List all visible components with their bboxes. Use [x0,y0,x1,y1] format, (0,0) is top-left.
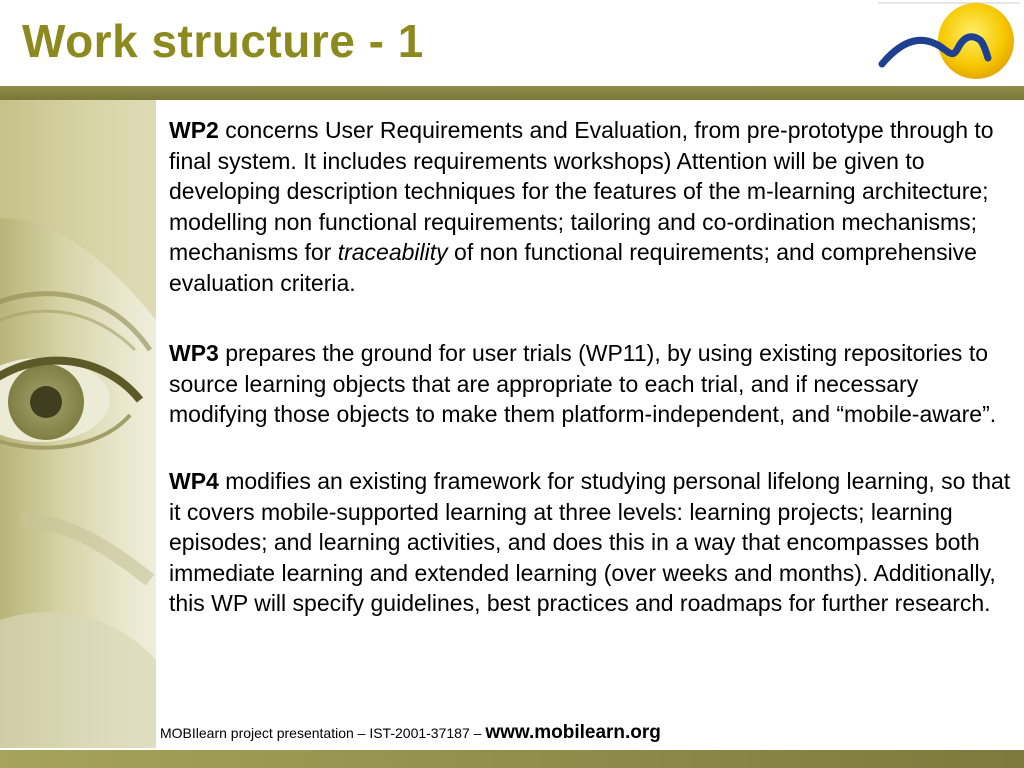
wp3-label: WP3 [169,340,219,366]
sun-wave-logo-icon [876,0,1022,84]
wp2-label: WP2 [169,117,219,143]
eye-photo-graphic [0,100,156,748]
eye-photo [0,100,156,748]
wp4-label: WP4 [169,468,219,494]
footer-text: MOBIlearn project presentation – IST-2001-37187 – [160,725,486,741]
wp3-text: prepares the ground for user trials (WP11), by using existing repositories to source learning objects that are appropriate to each trial, and if necessary modifying those objects to make them platform-independent, and “mobile-aware”. [169,340,997,427]
paragraph-wp2 [169,115,1019,298]
slide-title: Work structure - 1 [22,15,424,67]
header-divider-bar [0,86,1024,100]
wp4-text: modifies an existing framework for studying personal lifelong learning, so that it covers mobile-supported learning at three levels: learning projects; learning episodes; and learning activities, and does this in a way that encompasses both immediate learning and extended learning (over weeks and months). Additionally, this WP will specify guidelines, best practices and roadmaps for further research. [169,468,1011,616]
footer-url-link[interactable]: www.mobilearn.org [485,722,661,743]
paragraph-wp3 [169,338,1019,430]
wp2-text-after: of non functional requirements; and comprehensive evaluation criteria. [169,239,977,296]
wp2-text-before: concerns User Requirements and Evaluation, from pre-prototype through to final system. It includes requirements workshops) Attention will be given to developing description techniques for the features of the m-learning architecture; modelling non functional requirements; tailoring and co-ordination mechanisms; mechanisms for [169,117,994,265]
footer-bar [0,750,1024,768]
slide-header [0,0,1024,86]
footer [160,722,661,744]
wp2-emphasis: traceability [337,239,448,265]
paragraph-wp4 [169,466,1019,619]
